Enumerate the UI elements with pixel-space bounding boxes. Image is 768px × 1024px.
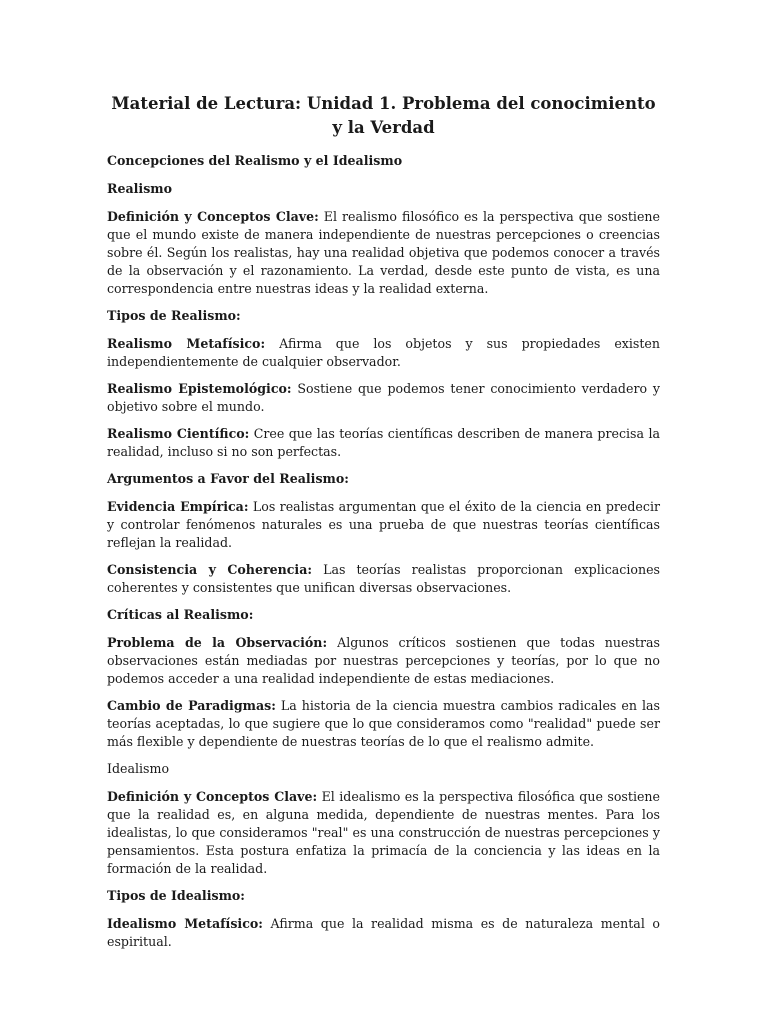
paragraph-text: Las teorías realistas proporcionan explicaciones coherentes y consistentes que unifican diversas observaciones.: [107, 562, 660, 595]
paragraph-term: Consistencia y Coherencia:: [107, 562, 313, 577]
section-heading: Tipos de Realismo:: [107, 308, 241, 323]
paragraph: [107, 561, 660, 597]
paragraph: [107, 208, 660, 298]
section-heading: Concepciones del Realismo y el Idealismo: [107, 153, 403, 168]
paragraph-term: Definición y Conceptos Clave:: [107, 789, 318, 804]
paragraph-term: Definición y Conceptos Clave:: [107, 209, 319, 224]
paragraph: [107, 915, 660, 951]
paragraph-text: Cree que las teorías científicas describen de manera precisa la realidad, incluso si no son perfectas.: [107, 426, 660, 459]
paragraph-text: Afirma que los objetos y sus propiedades existen independientemente de cualquier observador.: [107, 336, 660, 369]
section-heading: Argumentos a Favor del Realismo:: [107, 471, 349, 486]
section-heading: Críticas al Realismo:: [107, 607, 254, 622]
paragraph: [107, 697, 660, 751]
paragraph: [107, 788, 660, 878]
paragraph: [107, 380, 660, 416]
paragraph: [107, 498, 660, 552]
paragraph-text: El idealismo es la perspectiva filosófica que sostiene que la realidad es, en alguna medida, dependiente de nuestras mentes. Para los idealistas, lo que consideramos "real" es una construcción de nuestras percepciones y pensamientos. Esta postura enfatiza la primacía de la conciencia y las ideas en la formación de la realidad.: [107, 789, 660, 876]
paragraph-text: Afirma que la realidad misma es de naturaleza mental o espiritual.: [107, 916, 660, 949]
paragraph-text: Los realistas argumentan que el éxito de la ciencia en predecir y controlar fenómenos naturales es una prueba de que nuestras teorías científicas reflejan la realidad.: [107, 499, 660, 550]
paragraph-term: Problema de la Observación:: [107, 635, 328, 650]
paragraph-term: Realismo Metafísico:: [107, 336, 266, 351]
section-heading: Idealismo: [107, 761, 170, 776]
paragraph-text: Algunos críticos sostienen que todas nuestras observaciones están mediadas por nuestras percepciones y teorías, por lo que no podemos acceder a una realidad independiente de estas mediaciones.: [107, 635, 660, 686]
paragraph-term: Idealismo Metafísico:: [107, 916, 263, 931]
paragraph: [107, 425, 660, 461]
paragraph-text: El realismo filosófico es la perspectiva que sostiene que el mundo existe de manera independiente de nuestras percepciones o creencias sobre él. Según los realistas, hay una realidad objetiva que podemos conocer a través de la observación y el razonamiento. La verdad, desde este punto de vista, es una correspondencia entre nuestras ideas y la realidad externa.: [107, 209, 660, 296]
paragraph-term: Realismo Epistemológico:: [107, 381, 292, 396]
paragraph-term: Evidencia Empírica:: [107, 499, 249, 514]
paragraph-text: Sostiene que podemos tener conocimiento verdadero y objetivo sobre el mundo.: [107, 381, 660, 414]
section-heading: Realismo: [107, 181, 173, 196]
paragraph-term: Realismo Científico:: [107, 426, 250, 441]
paragraph-term: Cambio de Paradigmas:: [107, 698, 276, 713]
document-title: Material de Lectura: Unidad 1. Problema del conocimiento y la Verdad: [111, 94, 656, 137]
section-heading: Tipos de Idealismo:: [107, 888, 245, 903]
paragraph: [107, 634, 660, 688]
paragraph-text: La historia de la ciencia muestra cambios radicales en las teorías aceptadas, lo que sugiere que lo que consideramos como "realidad" puede ser más flexible y dependiente de nuestras teorías de lo que el realismo admite.: [107, 698, 661, 749]
paragraph: [107, 335, 660, 371]
document-page: [107, 92, 660, 960]
